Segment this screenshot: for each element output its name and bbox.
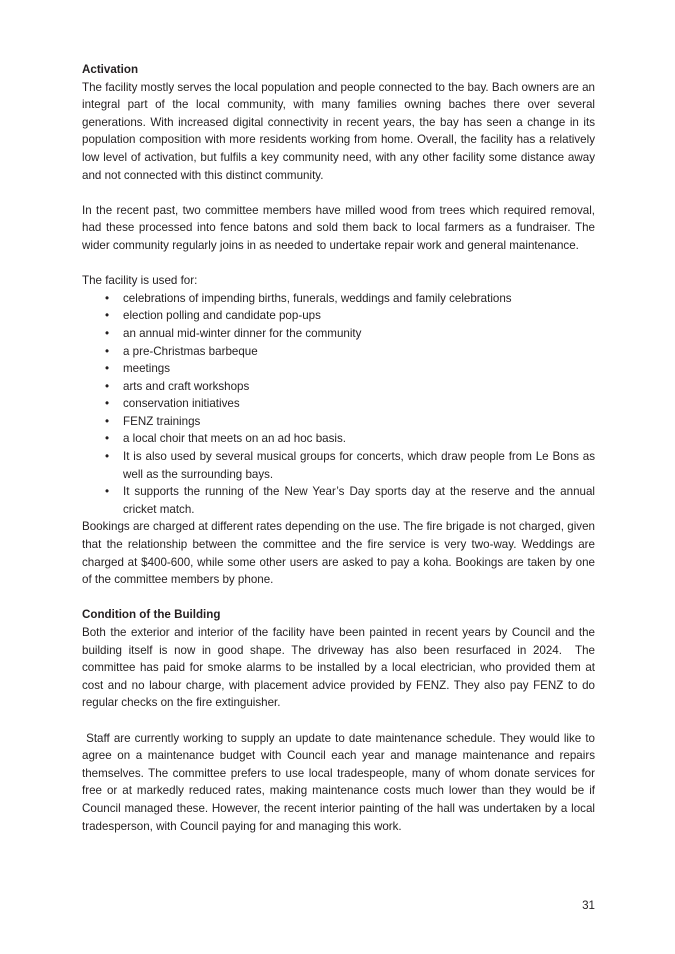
- bullet-icon: •: [105, 326, 110, 340]
- paragraph-spacer: [82, 184, 595, 202]
- paragraph-activation-overview: The facility mostly serves the local population and people connected to the bay. Bach owners are an integral part of the local community, with many families owning baches there over several generations. With increased digital connectivity in recent years, the bay has seen a change in its population composition with more residents working from home. Overall, the facility has a relatively low level of activation, but fulfils a key community need, with any other facility some distance away and not connected with this distinct community.: [82, 80, 599, 182]
- list-item: [82, 430, 595, 448]
- bullet-icon: •: [105, 414, 110, 428]
- list-item: [82, 325, 595, 343]
- bullet-icon: •: [105, 291, 110, 305]
- list-item: [82, 378, 595, 396]
- list-item: [82, 360, 595, 378]
- list-item: [82, 413, 595, 431]
- list-item: [82, 395, 595, 413]
- bullet-icon: •: [105, 450, 110, 464]
- list-item-label: celebrations of impending births, funerals, weddings and family celebrations: [123, 291, 512, 305]
- list-item: [82, 343, 595, 361]
- list-item-label: conservation initiatives: [123, 397, 240, 411]
- bullet-icon: •: [105, 379, 110, 393]
- bullet-icon: •: [105, 362, 110, 376]
- bullet-icon: •: [105, 309, 110, 323]
- list-item: [82, 307, 595, 325]
- list-item-label: meetings: [123, 362, 171, 376]
- list-item: [82, 448, 595, 483]
- list-item-label: a local choir that meets on an ad hoc basis.: [123, 432, 346, 446]
- bullet-icon: •: [105, 397, 110, 411]
- bullet-icon: •: [105, 344, 110, 358]
- list-item-label: an annual mid-winter dinner for the community: [123, 326, 362, 340]
- section-heading-activation: Activation: [82, 63, 139, 76]
- paragraph-bookings: Bookings are charged at different rates depending on the use. The fire brigade is not charged, given that the relationship between the committee and the fire service is very two-way. Weddings are charged at $400-600, while some other users are asked to pay a koha. Bookings are taken by one of the committee members by phone.: [82, 520, 599, 587]
- bullet-icon: •: [105, 432, 110, 446]
- list-lead-in-text: The facility is used for:: [82, 274, 198, 288]
- paragraph-spacer: [82, 589, 595, 607]
- paragraph-milled-wood: In the recent past, two committee members have milled wood from trees which required removal, had these processed into fence batons and sold them back to local farmers as a fundraiser. The wider community regularly joins in as needed to undertake repair work and general maintenance.: [82, 203, 599, 252]
- bullet-icon: •: [105, 485, 110, 499]
- list-item-label: It is also used by several musical groups for concerts, which draw people from Le Bons as well as the surrounding bays.: [123, 450, 595, 481]
- page-content: [82, 61, 599, 835]
- list-item: [82, 290, 595, 308]
- paragraph-maintenance-schedule: Staff are currently working to supply an update to date maintenance schedule. They would like to agree on a maintenance budget with Council each year and manage maintenance and repairs themselves. The committee prefers to use local tradespeople, many of whom donate services for free or at markedly reduced rates, making maintenance costs much lower than they would be if Council managed these. However, the recent interior painting of the hall was undertaken by a local tradesperson, with Council paying for and managing this work.: [82, 731, 599, 833]
- list-item-label: FENZ trainings: [123, 414, 201, 428]
- facility-uses-list: [82, 290, 595, 519]
- page-number: 31: [582, 899, 595, 912]
- paragraph-building-condition: Both the exterior and interior of the facility have been painted in recent years by Council and the building itself is now in good shape. The driveway has also been resurfaced in 2024. The committee has paid for smoke alarms to be installed by a local electrician, who provided them at cost and no labour charge, with placement advice provided by FENZ. They also pay FENZ to do regular checks on the fire extinguisher.: [82, 626, 599, 710]
- paragraph-spacer: [82, 255, 595, 273]
- paragraph-spacer: [82, 712, 595, 730]
- list-item: [82, 483, 595, 518]
- list-item-label: arts and craft workshops: [123, 379, 250, 393]
- list-item-label: It supports the running of the New Year’s Day sports day at the reserve and the annual cricket match.: [123, 485, 595, 516]
- section-heading-condition-of-the-building: Condition of the Building: [82, 608, 221, 622]
- list-item-label: election polling and candidate pop-ups: [123, 309, 321, 323]
- list-item-label: a pre-Christmas barbeque: [123, 344, 258, 358]
